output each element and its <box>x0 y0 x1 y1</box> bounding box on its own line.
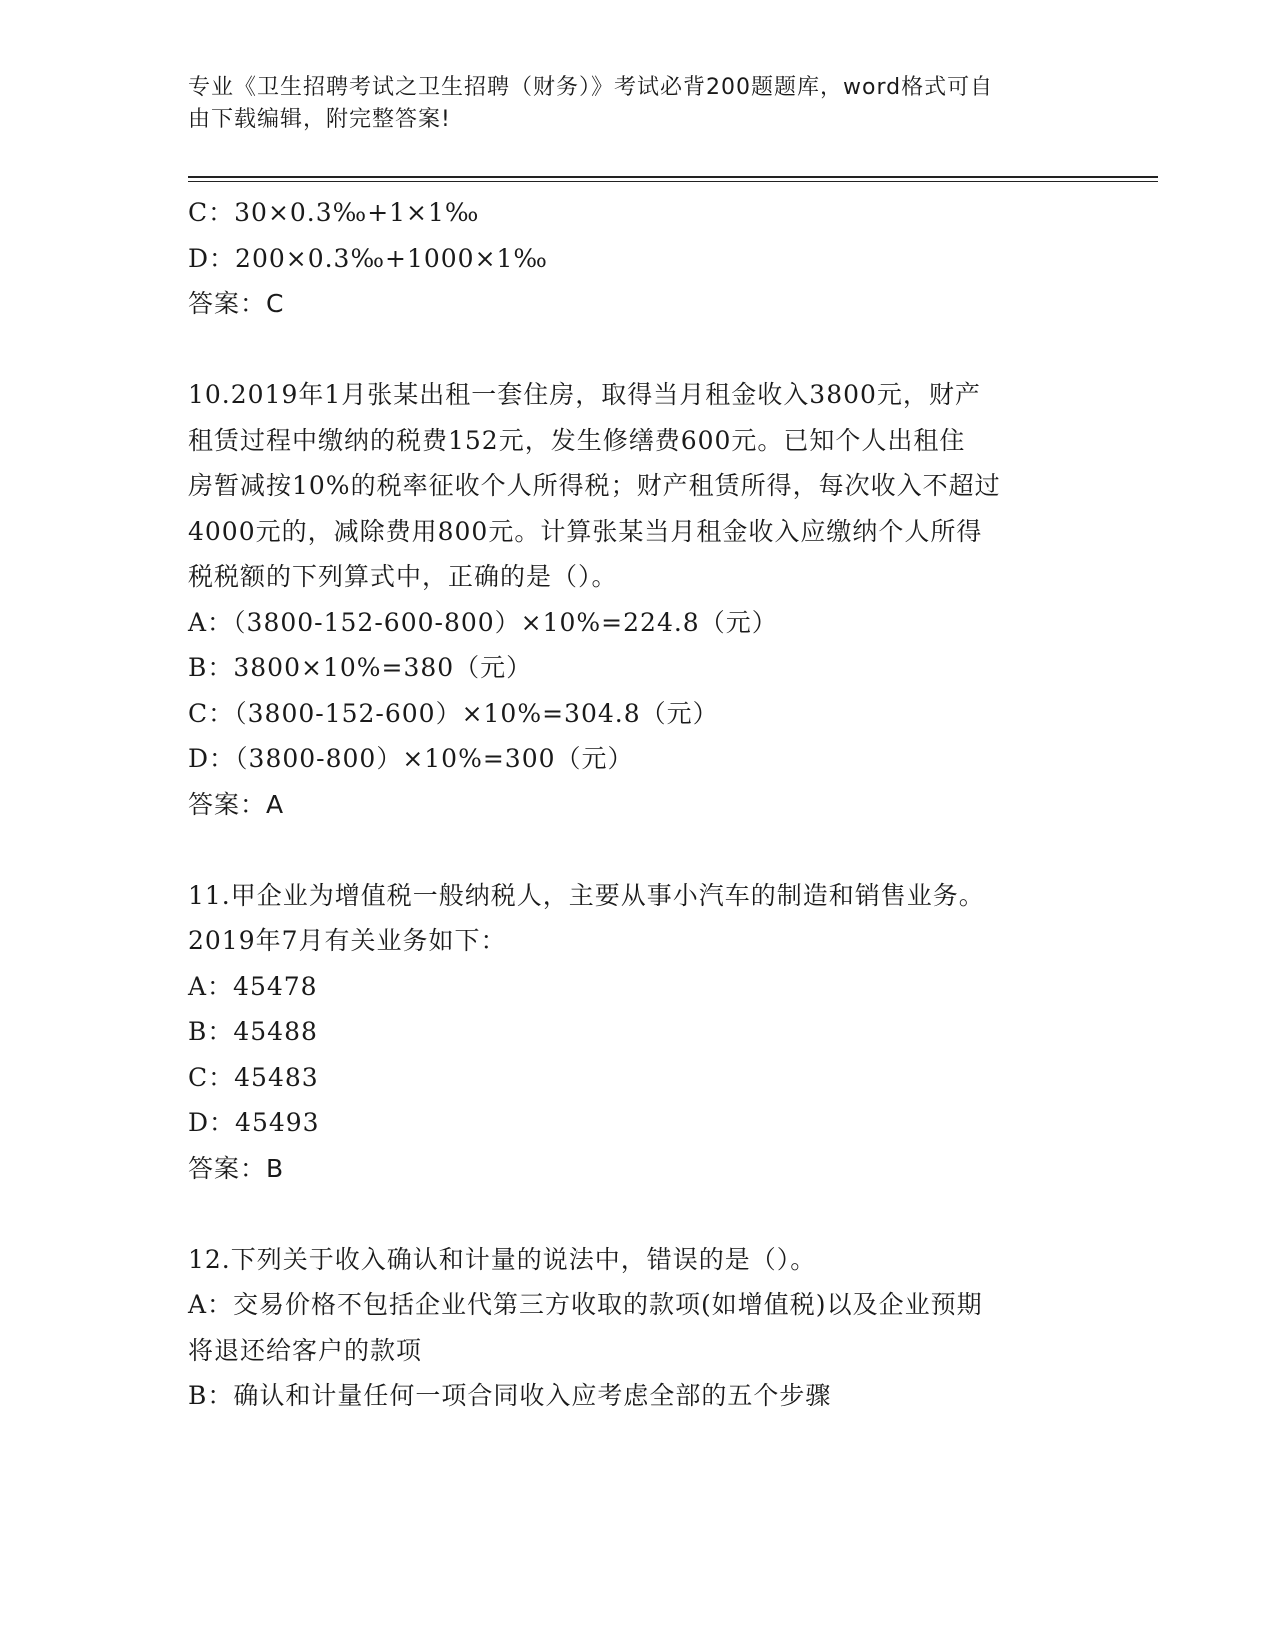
document-body <box>188 190 1088 1419</box>
header-divider-thin <box>188 181 1158 182</box>
q10-stem-line: 4000元的，减除费用800元。计算张某当月租金收入应缴纳个人所得 <box>188 516 983 546</box>
q11-stem-line: 11.甲企业为增值税一般纳税人，主要从事小汽车的制造和销售业务。 <box>188 880 985 910</box>
q10-option-b: B：3800×10%=380（元） <box>188 653 533 682</box>
header-title-line-2: 由下载编辑，附完整答案! <box>188 107 451 132</box>
q10-stem-line: 房暂减按10%的税率征收个人所得税；财产租赁所得，每次收入不超过 <box>188 471 1001 500</box>
header-title-line-1: 专业《卫生招聘考试之卫生招聘（财务）》考试必背200题题库，word格式可自 <box>188 75 994 100</box>
spacer <box>188 827 1088 873</box>
q12-stem-line: 12.下列关于收入确认和计量的说法中，错误的是（）。 <box>188 1244 817 1274</box>
question-11 <box>188 873 1088 1192</box>
q10-option-d: D：（3800-800）×10%=300（元） <box>188 744 634 773</box>
q11-option-b: B：45488 <box>188 1017 318 1046</box>
q10-stem-line: 租赁过程中缴纳的税费152元，发生修缮费600元。已知个人出租住 <box>188 425 966 455</box>
q11-stem-line: 2019年7月有关业务如下： <box>188 926 507 955</box>
q11-option-d: D：45493 <box>188 1108 320 1137</box>
q10-answer: 答案：A <box>188 789 285 819</box>
q9-option-d: D：200×0.3‰+1000×1‰ <box>188 243 548 273</box>
q9-option-c: C：30×0.3‰+1×1‰ <box>188 198 480 227</box>
spacer <box>188 327 1088 373</box>
question-12 <box>188 1237 1088 1419</box>
q9-answer: 答案：C <box>188 289 285 318</box>
q10-stem-line: 10.2019年1月张某出租一套住房，取得当月租金收入3800元，财产 <box>188 380 981 409</box>
q11-answer: 答案：B <box>188 1153 285 1183</box>
header-divider-thick <box>188 176 1158 178</box>
question-10 <box>188 372 1088 827</box>
q10-stem-line: 税税额的下列算式中，正确的是（）。 <box>188 562 618 591</box>
q12-option-a-line: 将退还给客户的款项 <box>188 1335 423 1365</box>
q12-option-b: B：确认和计量任何一项合同收入应考虑全部的五个步骤 <box>188 1381 832 1410</box>
q11-option-a: A：45478 <box>188 971 318 1001</box>
document-header <box>188 72 1068 136</box>
q10-option-c: C：（3800-152-600）×10%=304.8（元） <box>188 698 719 728</box>
spacer <box>188 1191 1088 1237</box>
q11-option-c: C：45483 <box>188 1062 319 1092</box>
q10-option-a: A：（3800-152-600-800）×10%=224.8（元） <box>188 607 778 637</box>
question-9-tail <box>188 190 1088 327</box>
q12-option-a-line: A：交易价格不包括企业代第三方收取的款项(如增值税)以及企业预期 <box>188 1290 983 1319</box>
